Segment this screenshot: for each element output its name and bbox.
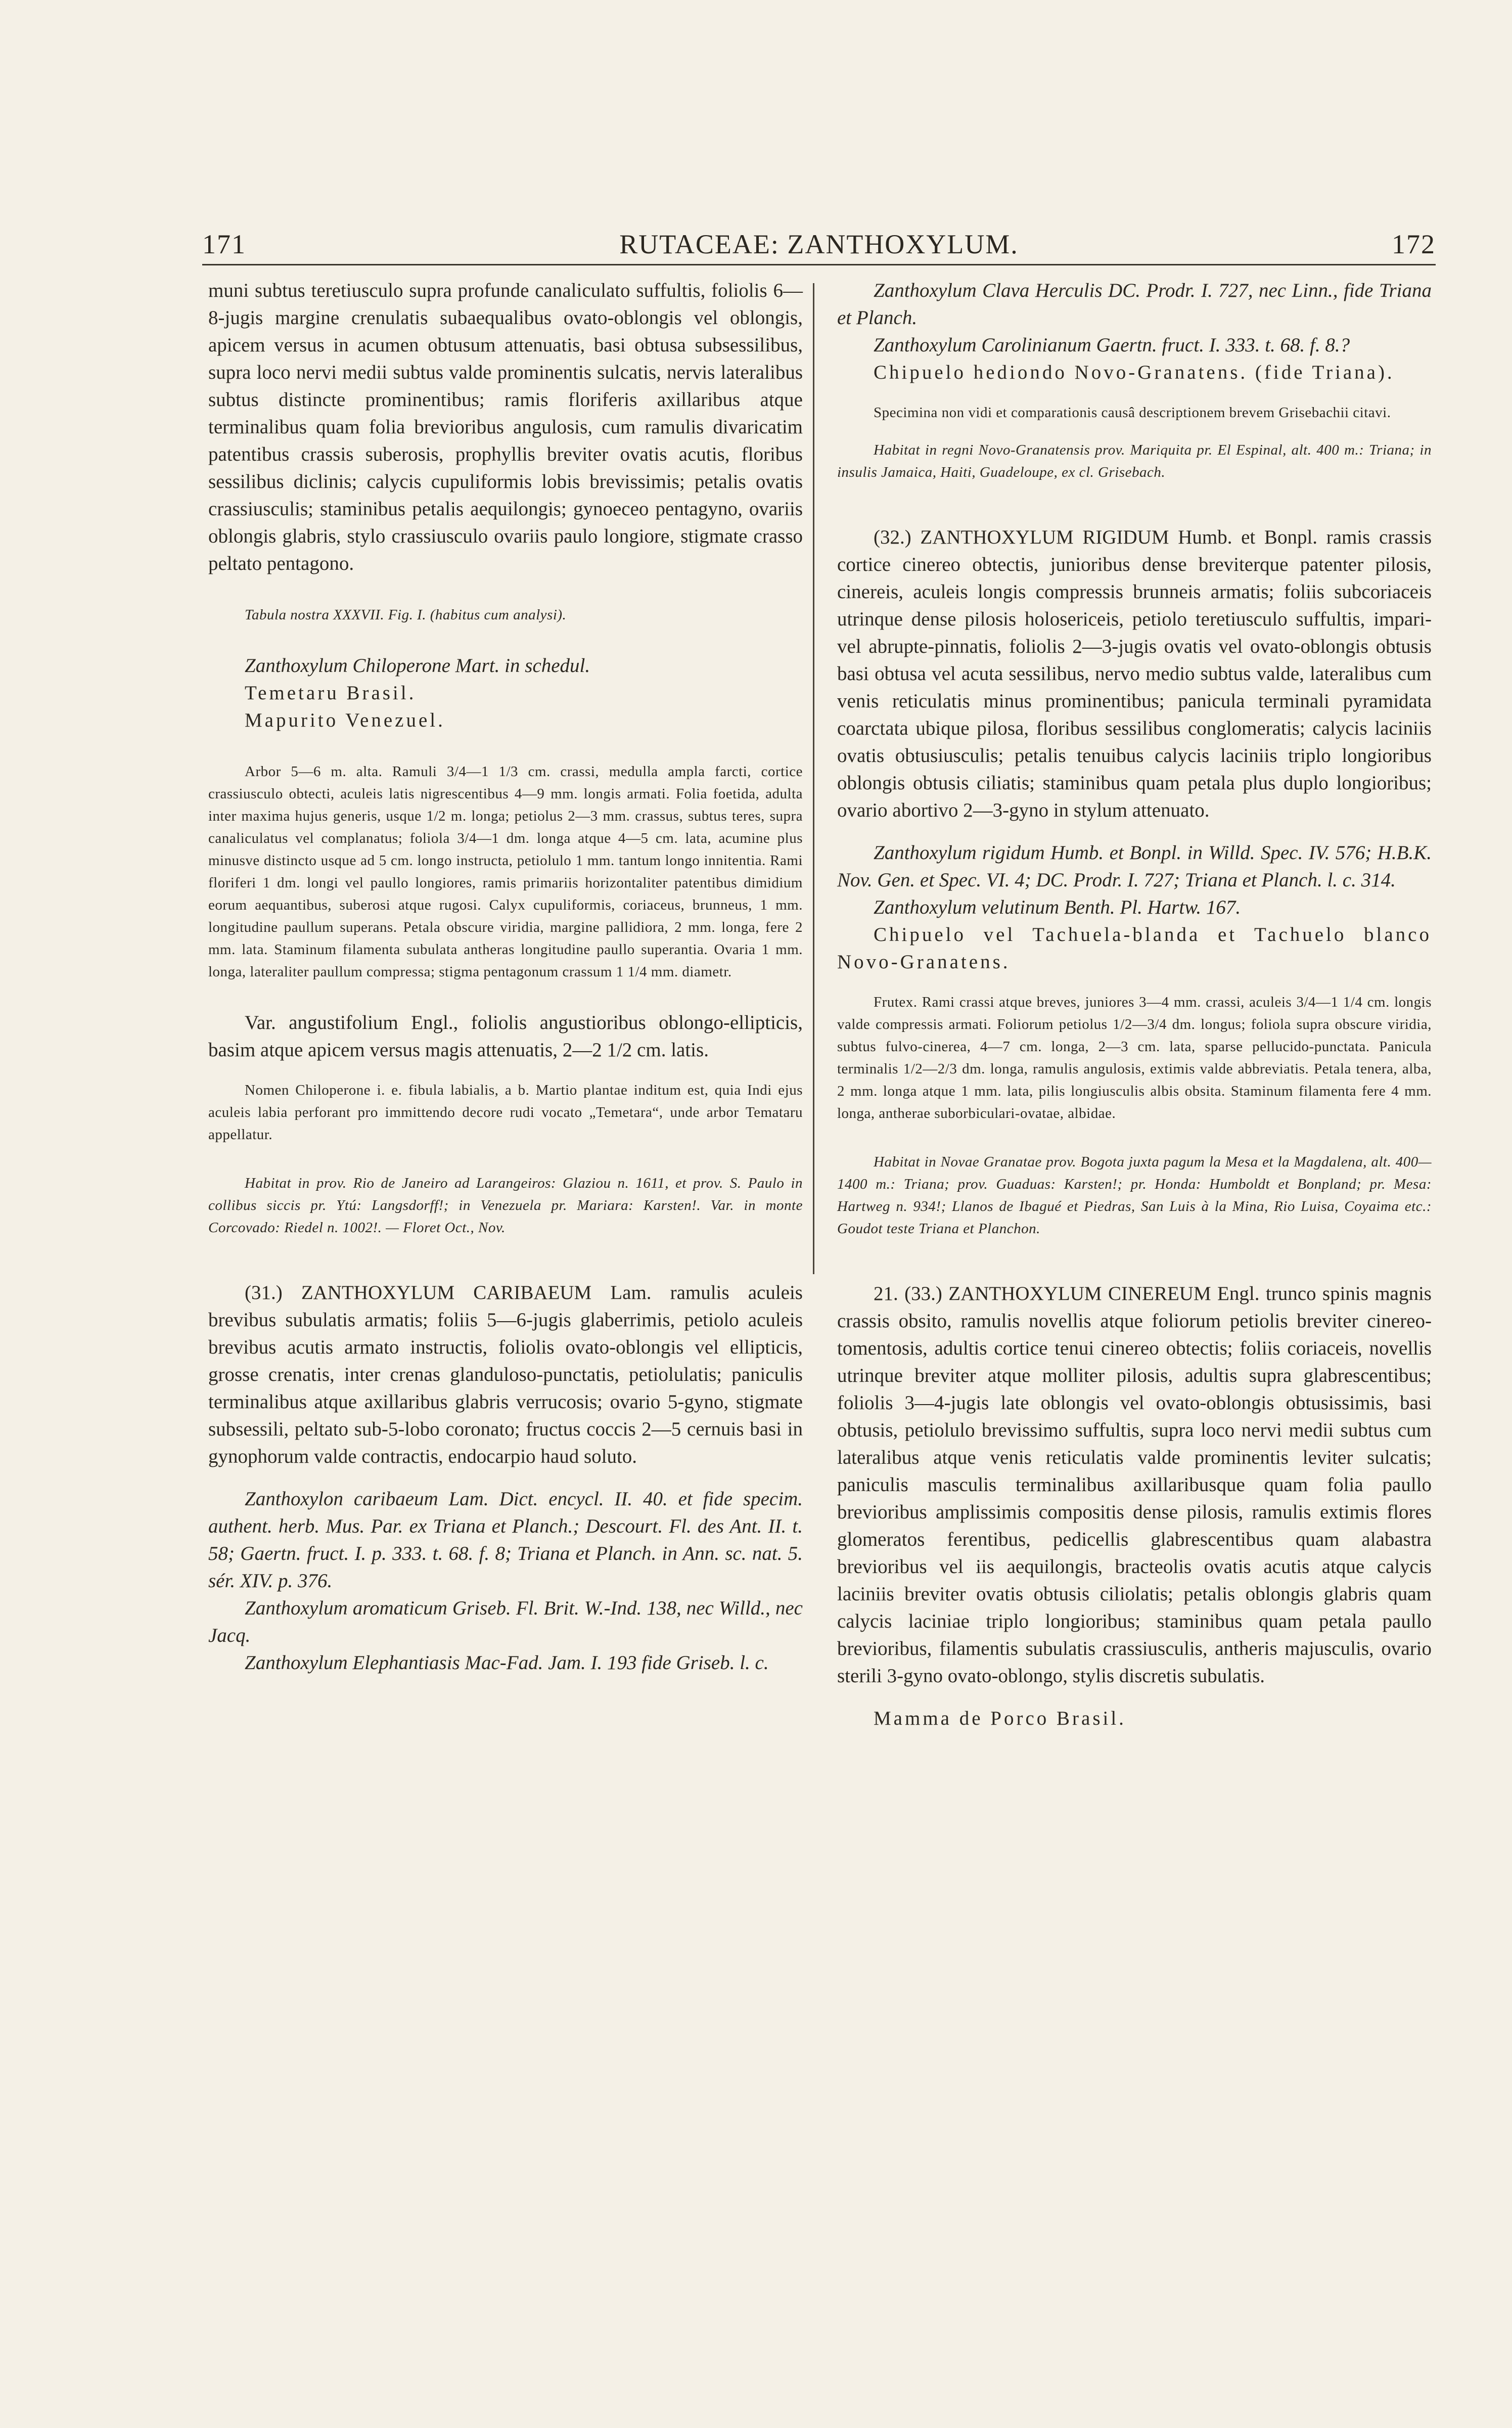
synonym-citation: Zanthoxylum Elephantiasis Mac-Fad. Jam. I. 193 fide Griseb. l. c. bbox=[245, 1652, 769, 1674]
vernacular-name: Mapurito Venezuel. bbox=[245, 709, 445, 731]
species-diagnosis: (32.) ZANTHOXYLUM RIGIDUM Humb. et Bonpl. ramis crassis cortice cinereo obtectis, junioribus dense breviterque patenter pilosis, cinereis, aculeis longis compressis brunneis armatis; foliis subcoriaceis utrinque dense pilosis holosericeis, petiolo teretiusculo suffultis, impari- vel abrupte-pinnatis, foliolis 2—3-jugis ovatis vel ovato-oblongis obtusis basi obtusa vel acuta sessilibus, nervo medio subtus valde, lateralibus cum venis reticulatis minus prominentibus; panicula terminali pyramidata coarctata ubique pilosa, floribus sessilibus conglomeratis; calycis laciniis ovatis obtusiusculis; petalis tenuibus calycis laciniis triplo longioribus oblongis obtusis ciliatis; staminibus quam petala plus duplo longioribus; ovario abortivo 2—3-gyno in stylum attenuato. bbox=[837, 526, 1432, 821]
habitat-paragraph: Habitat in regni Novo-Granatensis prov. Mariquita pr. El Espinal, alt. 400 m.: Triana; in insulis Jamaica, Haiti, Guadeloupe, ex cl. Grisebach. bbox=[837, 442, 1432, 480]
editorial-note: Specimina non vidi et comparationis causâ descriptionem brevem Grisebachii citavi. bbox=[874, 404, 1391, 421]
left-column bbox=[208, 277, 803, 1677]
running-header bbox=[202, 229, 1436, 265]
synonym-citation: Zanthoxylum Clava Herculis DC. Prodr. I. 727, nec Linn., fide Triana et Planch. bbox=[837, 280, 1432, 329]
vernacular-name: Mamma de Porco Brasil. bbox=[874, 1707, 1126, 1729]
detailed-description: Frutex. Rami crassi atque breves, juniores 3—4 mm. crassi, aculeis 3/4—1 1/4 cm. longis valde compressis armati. Foliorum petiolus 1/2—3/4 dm. longus; foliola supra obscure viridia, subtus fulvo-cinerea, 4—7 cm. longa, 2—3 cm. lata, sparse pellucido-punctata. Panicula terminalis 1/2—2/3 dm. longa, ramulis angulosis, extimis valde abbreviatis. Petala tenera, alba, 2 mm. longa atque 1 mm. lata, pilis longiusculis albis obsita. Staminum filamenta fere 4 mm. longa, antherae suborbiculari-ovatae, albidae. bbox=[837, 994, 1432, 1121]
habitat-paragraph: Habitat in prov. Rio de Janeiro ad Larangeiros: Glaziou n. 1611, et prov. S. Paulo in collibus siccis pr. Ytú: Langsdorff!; in Venezuela pr. Mariara: Karsten!. Var. in monte Corcovado: Riedel n. 1002!. — Floret Oct., Nov. bbox=[208, 1175, 803, 1236]
synonym-citation: Zanthoxylum Chiloperone Mart. in schedul. bbox=[245, 655, 590, 677]
etymology-note: Nomen Chiloperone i. e. fibula labialis, a b. Martio plantae inditum est, quia Indi ejus aculeis labia perforant pro immittendo decore rudi vocato „Temetara“, unde arbor Temataru appellatur. bbox=[208, 1082, 803, 1143]
vernacular-name: Temetaru Brasil. bbox=[245, 682, 417, 704]
vernacular-name: Chipuelo hediondo Novo-Granatens. (fide Triana). bbox=[874, 362, 1395, 383]
right-column bbox=[837, 277, 1432, 1732]
synonym-citation: Zanthoxylum Carolinianum Gaertn. fruct. I. 333. t. 68. f. 8.? bbox=[874, 334, 1350, 356]
description-continued: muni subtus teretiusculo supra profunde canaliculato suffultis, foliolis 6—8-jugis margine crenulatis subaequalibus ovato-oblongis vel oblongis, apicem versus in acumen obtusum attenuatis, basi obtusa subsessilibus, supra loco nervi medii subtus valde prominentis sulcatis, nervis lateralibus subtus distincte prominentibus; ramis floriferis axillaribus atque terminalibus quam folia brevioribus angulosis, cum ramulis divaricatim patentibus crassis suberosis, prophyllis breviter ovatis acutis, floribus sessilibus diclinis; calycis cupuliformis lobis brevissimis; petalis ovatis crassiusculis; staminibus petalis aequilongis; gynoeceo pentagyno, ovariis oblongis glabris, stylo crassiusculo ovariis paulo longiore, stigmate crasso peltato pentagono. bbox=[208, 280, 803, 574]
synonym-citation: Zanthoxylum rigidum Humb. et Bonpl. in Willd. Spec. IV. 576; H.B.K. Nov. Gen. et Spec. VI. 4; DC. Prodr. I. 727; Triana et Planch. l. c. 314. bbox=[837, 842, 1432, 891]
synonym-citation: Zanthoxylum aromaticum Griseb. Fl. Brit. W.-Ind. 138, nec Willd., nec Jacq. bbox=[208, 1597, 803, 1646]
column-divider bbox=[813, 283, 814, 1274]
habitat-paragraph: Habitat in Novae Granatae prov. Bogota juxta pagum la Mesa et la Magdalena, alt. 400—1400 m.: Triana; prov. Guaduas: Karsten!; pr. Honda: Humboldt et Bonpland; pr. Mesa: Hartweg n. 934!; Llanos de Ibagué et Piedras, San Luis à la Mina, Rio Luisa, Coyaima etc.: Goudot teste Triana et Planchon. bbox=[837, 1154, 1432, 1237]
running-title: RUTACEAE: ZANTHOXYLUM. bbox=[619, 229, 1019, 259]
species-diagnosis: 21. (33.) ZANTHOXYLUM CINEREUM Engl. trunco spinis magnis crassis obsito, ramulis novellis atque foliorum petiolis breviter cinereo-tomentosis, adultis cortice tenui cinereo obtectis; foliis coriaceis, novellis utrinque breviter atque molliter pilosis, adultis supra glabrescentibus; foliolis 3—4-jugis late oblongis vel ovato-oblongis obtusissimis, basi obtusis, petiolulo brevissimo suffultis, supra loco nervi medii subtus cum lateralibus atque venis reticulatis valde prominentis leviter sulcatis; paniculis masculis terminalibus axillaribusque quam folia paullo brevioribus amplissimis compositis dense pilosis, ramulis extimis flores glomeratos ferentibus, pedicellis glabrescentibus quam alabastra brevioribus vel iis aequilongis, bracteolis ovatis acutis atque calycis laciniis breviter ovatis obtusis ciliolatis; petalis oblongis glabris quam calycis laciniae triplo longioribus; staminibus quam petala paullo brevioribus, filamentis subulatis crassiusculis, antheris majusculis, ovario sterili 3-gyno ovato-oblongo, stylis discretis subulatis. bbox=[837, 1283, 1432, 1687]
right-page-number: 172 bbox=[1392, 229, 1436, 259]
vernacular-name: Chipuelo vel Tachuela-blanda et Tachuelo blanco Novo-Granatens. bbox=[837, 924, 1432, 973]
synonym-citation: Zanthoxylon caribaeum Lam. Dict. encycl. II. 40. et fide specim. authent. herb. Mus. Par. ex Triana et Planch.; Descourt. Fl. des Ant. II. t. 58; Gaertn. fruct. I. p. 333. t. 68. f. 8; Triana et Planch. in Ann. sc. nat. 5. sér. XIV. p. 376. bbox=[208, 1488, 803, 1592]
left-page-number: 171 bbox=[202, 229, 246, 259]
species-diagnosis: (31.) ZANTHOXYLUM CARIBAEUM Lam. ramulis aculeis brevibus subulatis armatis; foliis 5—6-jugis glaberrimis, petiolo aculeis brevibus acutis armato instructis, foliolis ovato-oblongis vel ellipticis, grosse crenatis, inter crenas glanduloso-punctatis, petiolulatis; paniculis terminalibus atque axillaribus glabris verrucosis; ovario 5-gyno, stigmate subsessili, peltato sub-5-lobo coronato; fructus coccis 2—5 cernuis basi in gynophorum valde contractis, endocarpio haud soluto. bbox=[208, 1282, 803, 1467]
plate-reference: Tabula nostra XXXVII. Fig. I. (habitus cum analysi). bbox=[245, 607, 567, 623]
variety-description: Var. angustifolium Engl., foliolis angustioribus oblongo-ellipticis, basim atque apicem versus magis attenuatis, 2—2 1/2 cm. latis. bbox=[208, 1012, 803, 1061]
detailed-description: Arbor 5—6 m. alta. Ramuli 3/4—1 1/3 cm. crassi, medulla ampla farcti, cortice crassiusculo obtecti, aculeis latis nigrescentibus 4—9 mm. longis armati. Folia foetida, adulta inter maxima hujus generis, usque 1/2 m. longa; petiolus 2—3 mm. crassus, subtus teres, supra canaliculatus vel complanatus; foliola 3/4—1 dm. longa atque 4—5 cm. lata, acumine plus minusve distincto usque ad 5 cm. longo instructa, petiolulo 1 mm. tantum longo innitentia. Rami floriferi 1 dm. longi vel paullo longiores, ramis primariis horizontaliter patentibus dimidium eorum aequantibus, suberosi atque rugosi. Calyx cupuliformis, coriaceus, brunneus, 1 mm. longitudine paullum superans. Petala obscure viridia, margine pallidiora, 2 mm. longa, fere 2 mm. lata. Staminum filamenta subulata antheras longitudine paullo superantia. Ovaria 1 mm. longa, lateraliter paullum compressa; stigma pentagonum crassum 1 1/4 mm. diametr. bbox=[208, 763, 803, 980]
synonym-citation: Zanthoxylum velutinum Benth. Pl. Hartw. 167. bbox=[874, 896, 1241, 918]
